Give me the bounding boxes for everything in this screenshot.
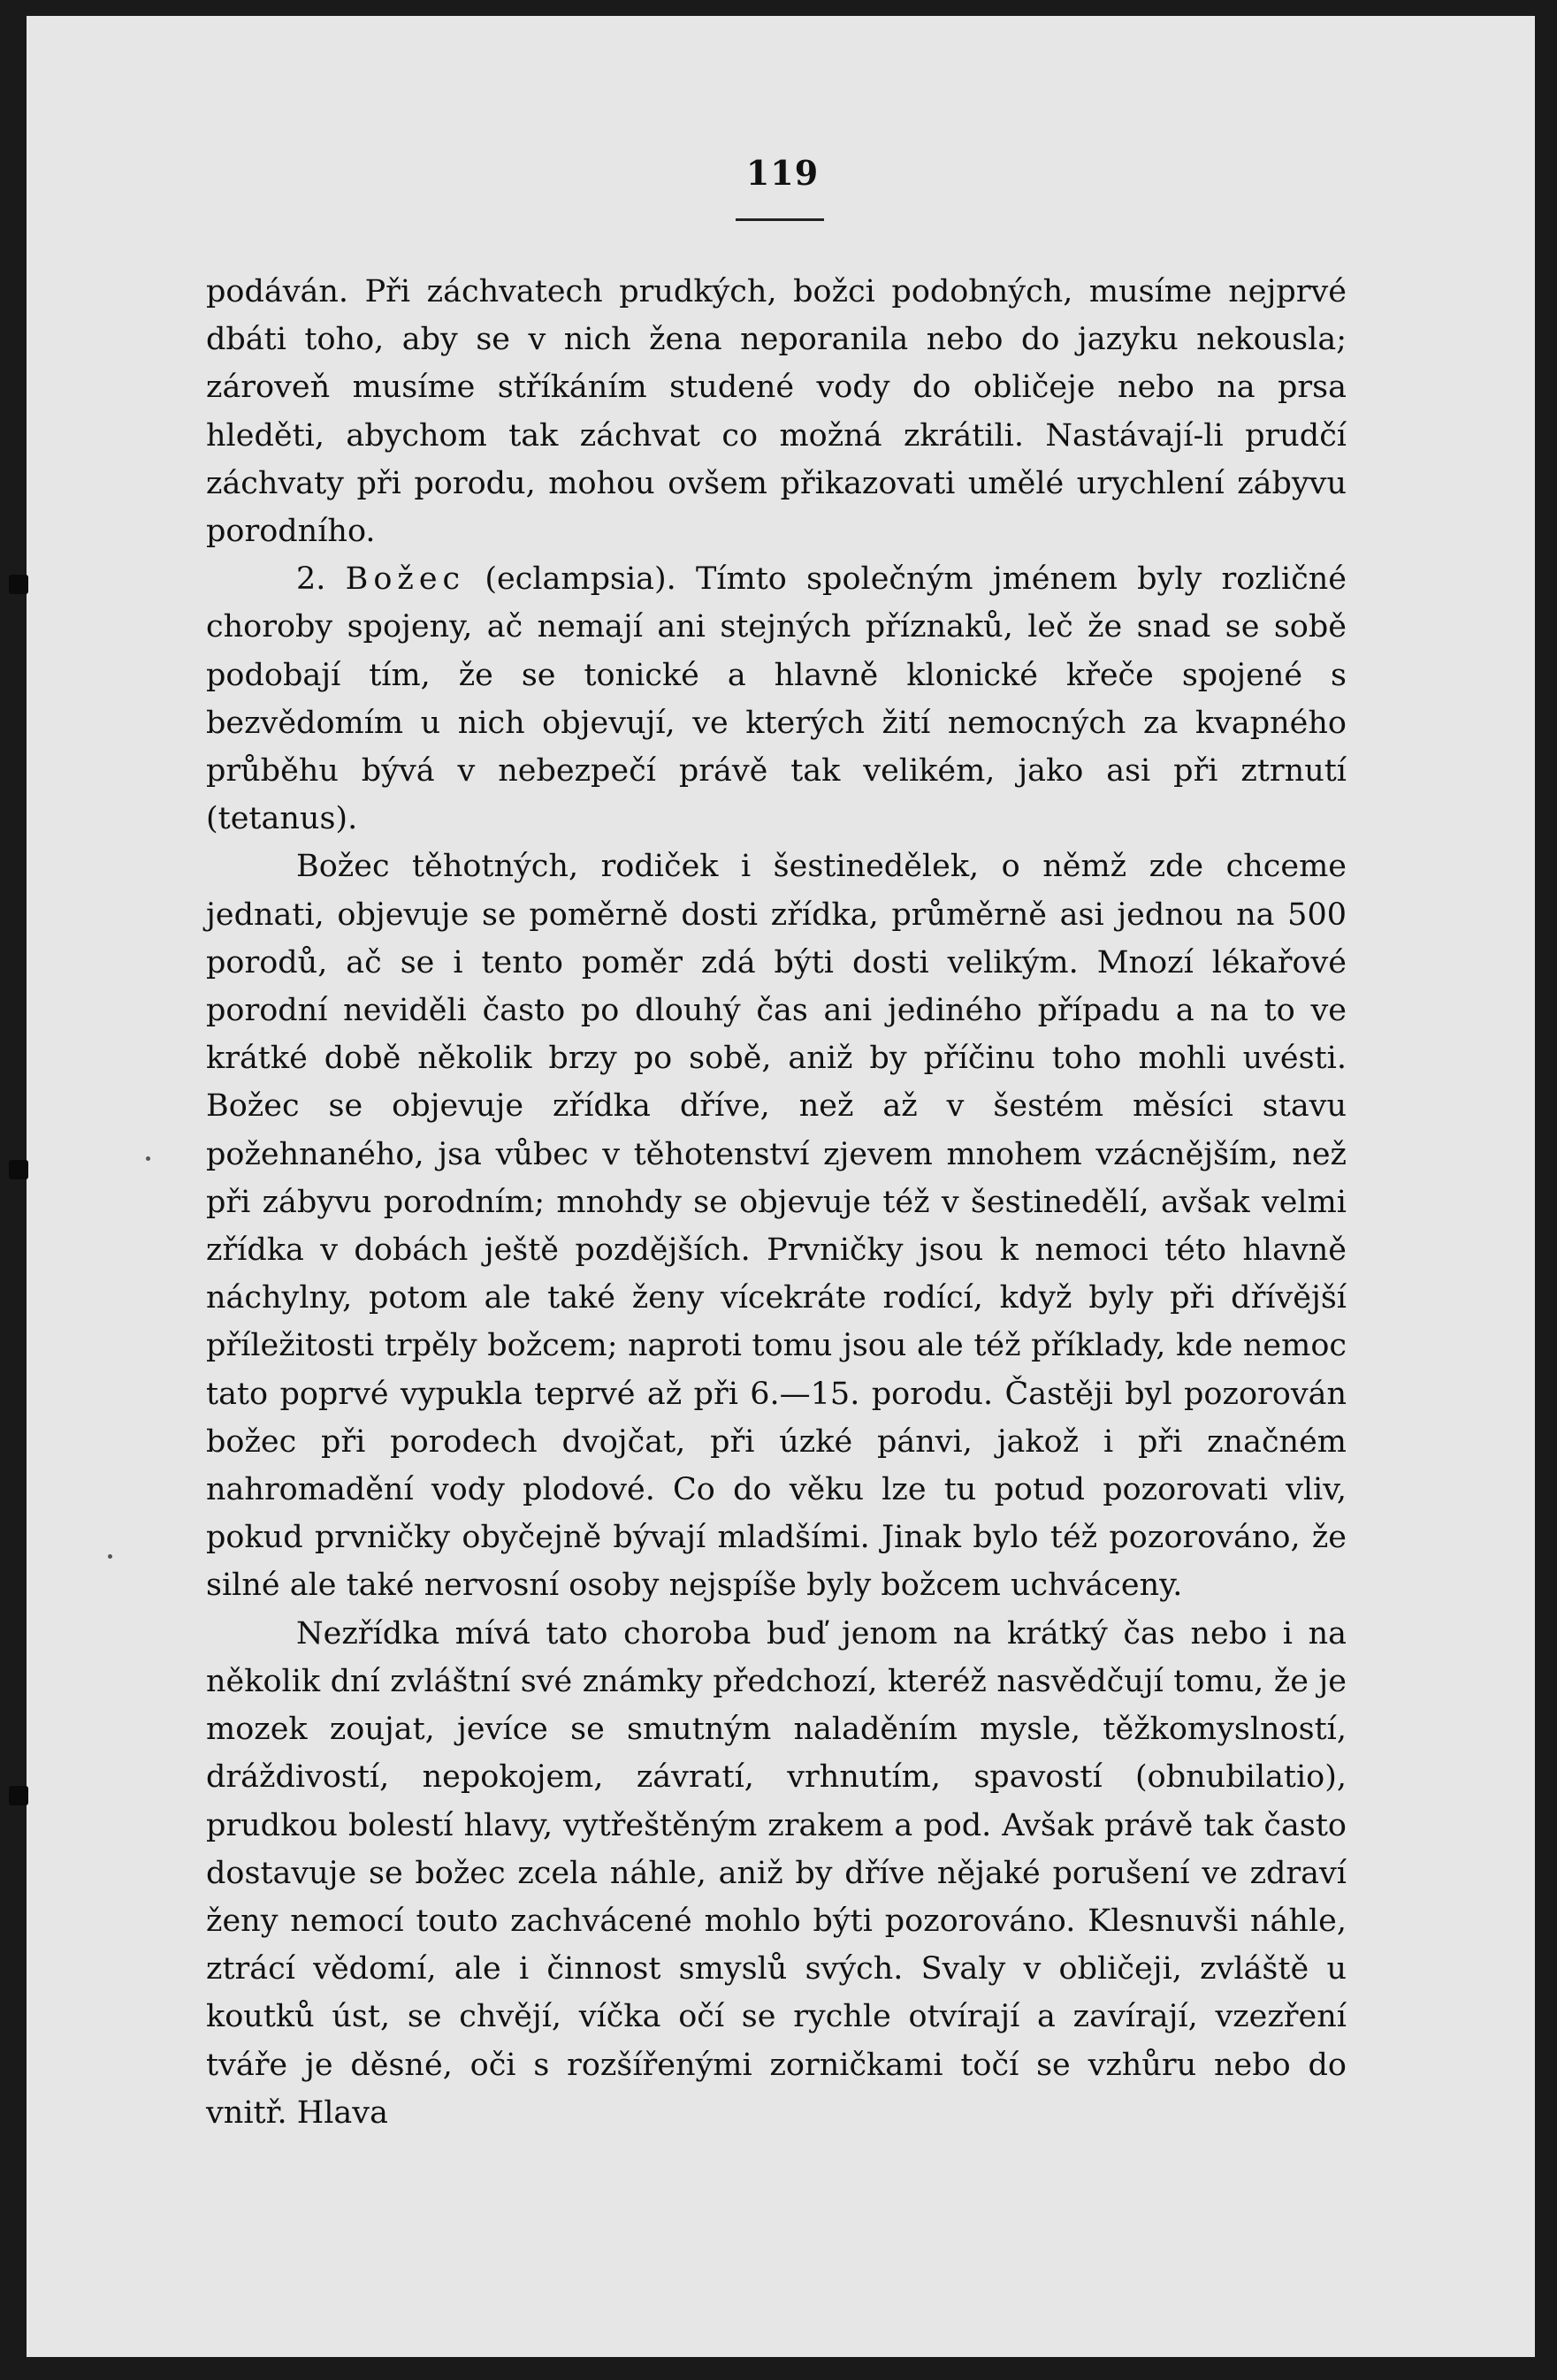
section-heading: Božec: [345, 561, 466, 598]
scan-speck: [108, 1554, 112, 1559]
paragraph-3: Božec těhotných, rodiček i šestinedělek, o němž zde chceme jednati, objevuje se poměrně dosti zřídka, průměrně asi jednou na 500 porodů, ač se i tento poměr zdá býti dosti velikým. Mnozí lékařové porodní neviděli často po dlouhý čas ani jediného případu a na to ve krátké době několik brzy po sobě, aniž by příčinu toho mohli uvésti. Božec se objevuje zřídka dříve, než až v šestém měsíci stavu požehnaného, jsa vůbec v těhotenství zjevem mnohem vzácnějším, než při zábyvu porodním; mnohdy se objevuje též v šestinedělí, avšak velmi zřídka v dobách ještě pozdějších. Prvničky jsou k nemoci této hlavně náchylny, potom ale také ženy vícekráte rodící, když byly při dřívější příležitosti trpěly božcem; naproti tomu jsou ale též příklady, kde nemoc tato poprvé vypukla teprvé až při 6.—15. porodu. Častěji byl pozorován božec při porodech dvojčat, při úzké pánvi, jakož i při značném nahromadění vody plodové. Co do věku lze tu potud pozorovati vliv, pokud prvničky obyčejně bývají mladšími. Jinak bylo též pozorováno, že silné ale také nervosní osoby nejspíše byly božcem uchváceny.: [206, 849, 1347, 1604]
scan-speck: [146, 1156, 150, 1161]
page-number-rule: [736, 218, 824, 221]
section-number: 2.: [296, 561, 346, 598]
page-number: 119: [745, 153, 820, 193]
paragraph-1: podáván. Při záchvatech prudkých, božci podobných, musíme nejprvé dbáti toho, aby se v nich žena neporanila nebo do jazyku nekousla; zároveň musíme stříkáním studené vody do obličeje nebo na prsa hleděti, abychom tak záchvat co možná zkrátili. Nastávají-li prudčí záchvaty při porodu, mohou ovšem přikazovati umělé urychlení zábyvu porodního.: [206, 274, 1347, 550]
binding-mark: [9, 575, 28, 594]
book-page: [27, 16, 1535, 2357]
body-text: [206, 268, 1347, 2137]
binding-mark: [9, 1786, 28, 1805]
binding-mark: [9, 1160, 28, 1179]
paragraph-2-text: (eclampsia). Tímto společným jménem byly rozličné choroby spojeny, ač nemají ani stejných příznaků, leč že snad se sobě podobají tím, že se tonické a hlavně klonické křeče spojené s bezvědomím u nich objevují, ve kterých žití nemocných za kvapného průběhu bývá v nebezpečí právě tak velikém, jako asi při ztrnutí (tetanus).: [206, 561, 1347, 837]
paragraph-4: Nezřídka mívá tato choroba buď jenom na krátký čas nebo i na několik dní zvláštní své známky předchozí, kteréž nasvědčují tomu, že je mozek zoujat, jevíce se smutným naladěním mysle, těžkomyslností, dráždivostí, nepokojem, závratí, vrhnutím, spavostí (obnubilatio), prudkou bolestí hlavy, vytřeštěným zrakem a pod. Avšak právě tak často dostavuje se božec zcela náhle, aniž by dříve nějaké porušení ve zdraví ženy nemocí touto zachvácené mohlo býti pozorováno. Klesnuvši náhle, ztrácí vědomí, ale i činnost smyslů svých. Svaly v obličeji, zvláště u koutků úst, se chvějí, víčka očí se rychle otvírají a zavírají, vzezření tváře je děsné, oči s rozšířenými zorničkami točí se vzhůru nebo do vnitř. Hlava: [206, 1615, 1347, 2131]
paragraph-2: [206, 555, 1347, 843]
